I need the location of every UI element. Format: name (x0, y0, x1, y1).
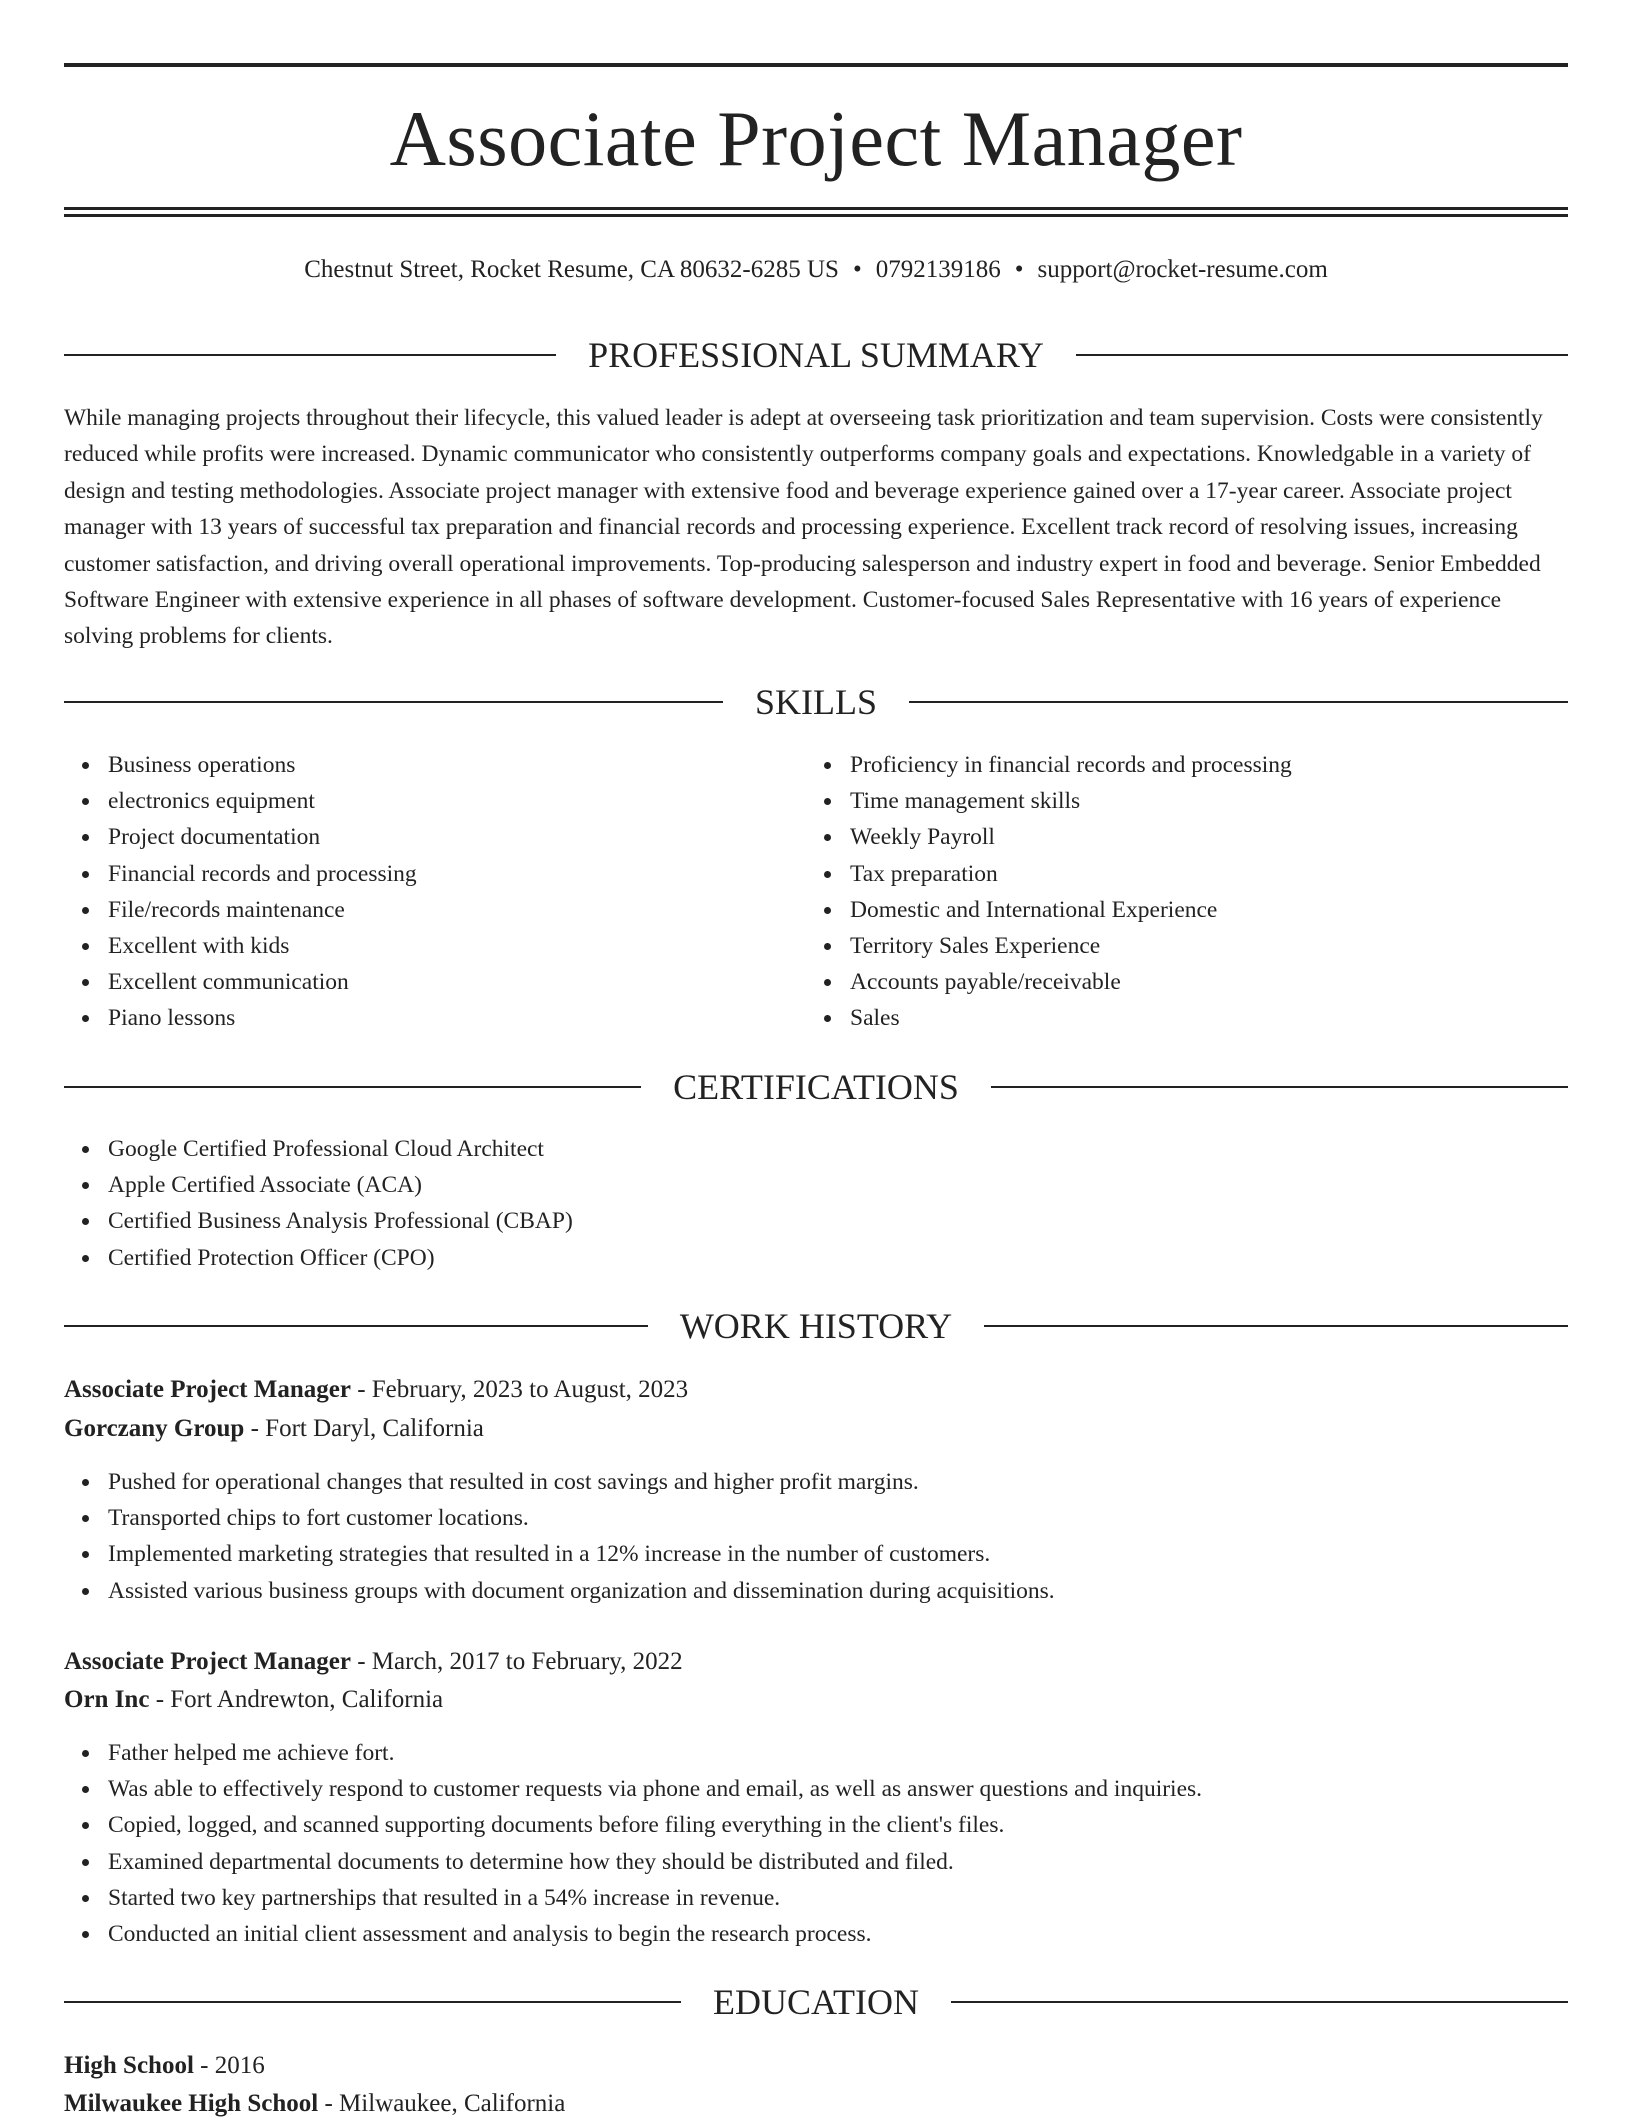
contact-separator: • (852, 256, 862, 283)
heading-rule (64, 701, 723, 703)
section-title: CERTIFICATIONS (673, 1067, 959, 1107)
heading-rule (64, 1086, 641, 1088)
job-company: Gorczany Group (64, 1415, 245, 1442)
job-title-line (64, 1373, 1568, 1407)
certification-item: Certified Business Analysis Professional (CBAP) (108, 1203, 1564, 1239)
heading-rule (984, 1325, 1568, 1327)
skills-list-left (64, 747, 764, 1037)
job-bullets (64, 1735, 1564, 1952)
education-degree-line (64, 2049, 1568, 2083)
heading-rule (64, 2001, 681, 2003)
skill-item: Time management skills (850, 783, 1566, 819)
resume-title: Associate Project Manager (389, 95, 1243, 182)
heading-rule (909, 701, 1568, 703)
job-dates: - March, 2017 to February, 2022 (350, 1648, 683, 1675)
job-title: Associate Project Manager (64, 1648, 351, 1675)
job-bullet: Pushed for operational changes that resulted in cost savings and higher profit margins. (108, 1464, 1564, 1500)
section-title: PROFESSIONAL SUMMARY (588, 335, 1044, 375)
section-heading-skills (64, 680, 1568, 724)
job-bullet: Was able to effectively respond to customer requests via phone and email, as well as answer questions and inquiries. (108, 1771, 1564, 1807)
education-degree: High School (64, 2052, 194, 2079)
heading-rule (1076, 354, 1568, 356)
skill-item: File/records maintenance (108, 892, 764, 928)
summary-text: While managing projects throughout their lifecycle, this valued leader is adept at overseeing task prioritization and team supervision. Costs were consistently reduced while profits were increased. Dynamic communicator who consistently outperforms company goals and expectations. Knowledgable in a variety of design and testing methodologies. Associate project manager with extensive food and beverage experience gained over a 17-year career. Associate project manager with 13 years of successful tax preparation and financial records and processing experience. Excellent track record of resolving issues, increasing customer satisfaction, and driving overall operational improvements. Top-producing salesperson and industry expert in food and beverage. Senior Embedded Software Engineer with extensive experience in all phases of software development. Customer-focused Sales Representative with 16 years of experience solving problems for clients. (64, 405, 1543, 650)
skill-item: Business operations (108, 747, 764, 783)
job-title: Associate Project Manager (64, 1376, 351, 1403)
skill-item: electronics equipment (108, 783, 764, 819)
certifications-list (64, 1131, 1564, 1276)
skill-item: Proficiency in financial records and processing (850, 747, 1566, 783)
skill-item: Excellent with kids (108, 928, 764, 964)
education-school-line (64, 2087, 1568, 2121)
job-bullet: Copied, logged, and scanned supporting documents before filing everything in the client's files. (108, 1807, 1564, 1843)
section-title: EDUCATION (713, 1982, 919, 2022)
contact-separator: • (1014, 256, 1024, 283)
heading-rule (64, 354, 556, 356)
heading-rule (991, 1086, 1568, 1088)
job-bullet: Implemented marketing strategies that resulted in a 12% increase in the number of customers. (108, 1536, 1564, 1572)
job-company-line (64, 1683, 1568, 1717)
heading-rule (951, 2001, 1568, 2003)
job-bullet: Conducted an initial client assessment and analysis to begin the research process. (108, 1916, 1564, 1952)
education-location: - Milwaukee, California (318, 2090, 566, 2117)
section-title: SKILLS (755, 682, 878, 722)
section-heading-work-history (64, 1304, 1568, 1348)
section-heading-education (64, 1980, 1568, 2024)
skill-item: Financial records and processing (108, 856, 764, 892)
education-school: Milwaukee High School (64, 2090, 319, 2117)
title-double-rule (64, 207, 1568, 217)
job-bullet: Transported chips to fort customer locations. (108, 1500, 1564, 1536)
job-location: - Fort Daryl, California (244, 1415, 484, 1442)
contact-phone[interactable]: 0792139186 (875, 256, 1001, 283)
top-rule (64, 63, 1568, 67)
job-title-line (64, 1645, 1568, 1679)
skill-item: Sales (850, 1000, 1566, 1036)
job-location: - Fort Andrewton, California (149, 1686, 444, 1713)
education-year: - 2016 (193, 2052, 265, 2079)
job-bullet: Father helped me achieve fort. (108, 1735, 1564, 1771)
job-bullet: Examined departmental documents to determine how they should be distributed and filed. (108, 1844, 1564, 1880)
section-heading-summary (64, 333, 1568, 377)
certification-item: Certified Protection Officer (CPO) (108, 1240, 1564, 1276)
job-company: Orn Inc (64, 1686, 150, 1713)
contact-email[interactable]: support@rocket-resume.com (1037, 256, 1328, 283)
skill-item: Piano lessons (108, 1000, 764, 1036)
skill-item: Territory Sales Experience (850, 928, 1566, 964)
skill-item: Excellent communication (108, 964, 764, 1000)
contact-address: Chestnut Street, Rocket Resume, CA 80632-6285 US (304, 256, 839, 283)
job-bullet: Assisted various business groups with document organization and dissemination during acquisitions. (108, 1573, 1564, 1609)
skill-item: Accounts payable/receivable (850, 964, 1566, 1000)
skill-item: Domestic and International Experience (850, 892, 1566, 928)
section-title: WORK HISTORY (679, 1306, 953, 1346)
skill-item: Weekly Payroll (850, 819, 1566, 855)
certification-item: Google Certified Professional Cloud Architect (108, 1131, 1564, 1167)
skill-item: Project documentation (108, 819, 764, 855)
job-dates: - February, 2023 to August, 2023 (350, 1376, 689, 1403)
job-company-line (64, 1412, 1568, 1446)
contact-line (64, 254, 1568, 286)
skills-list-right (806, 747, 1566, 1037)
certification-item: Apple Certified Associate (ACA) (108, 1167, 1564, 1203)
heading-rule (64, 1325, 648, 1327)
section-heading-certifications (64, 1065, 1568, 1109)
job-bullet: Started two key partnerships that resulted in a 54% increase in revenue. (108, 1880, 1564, 1916)
job-bullets (64, 1464, 1564, 1609)
skill-item: Tax preparation (850, 856, 1566, 892)
